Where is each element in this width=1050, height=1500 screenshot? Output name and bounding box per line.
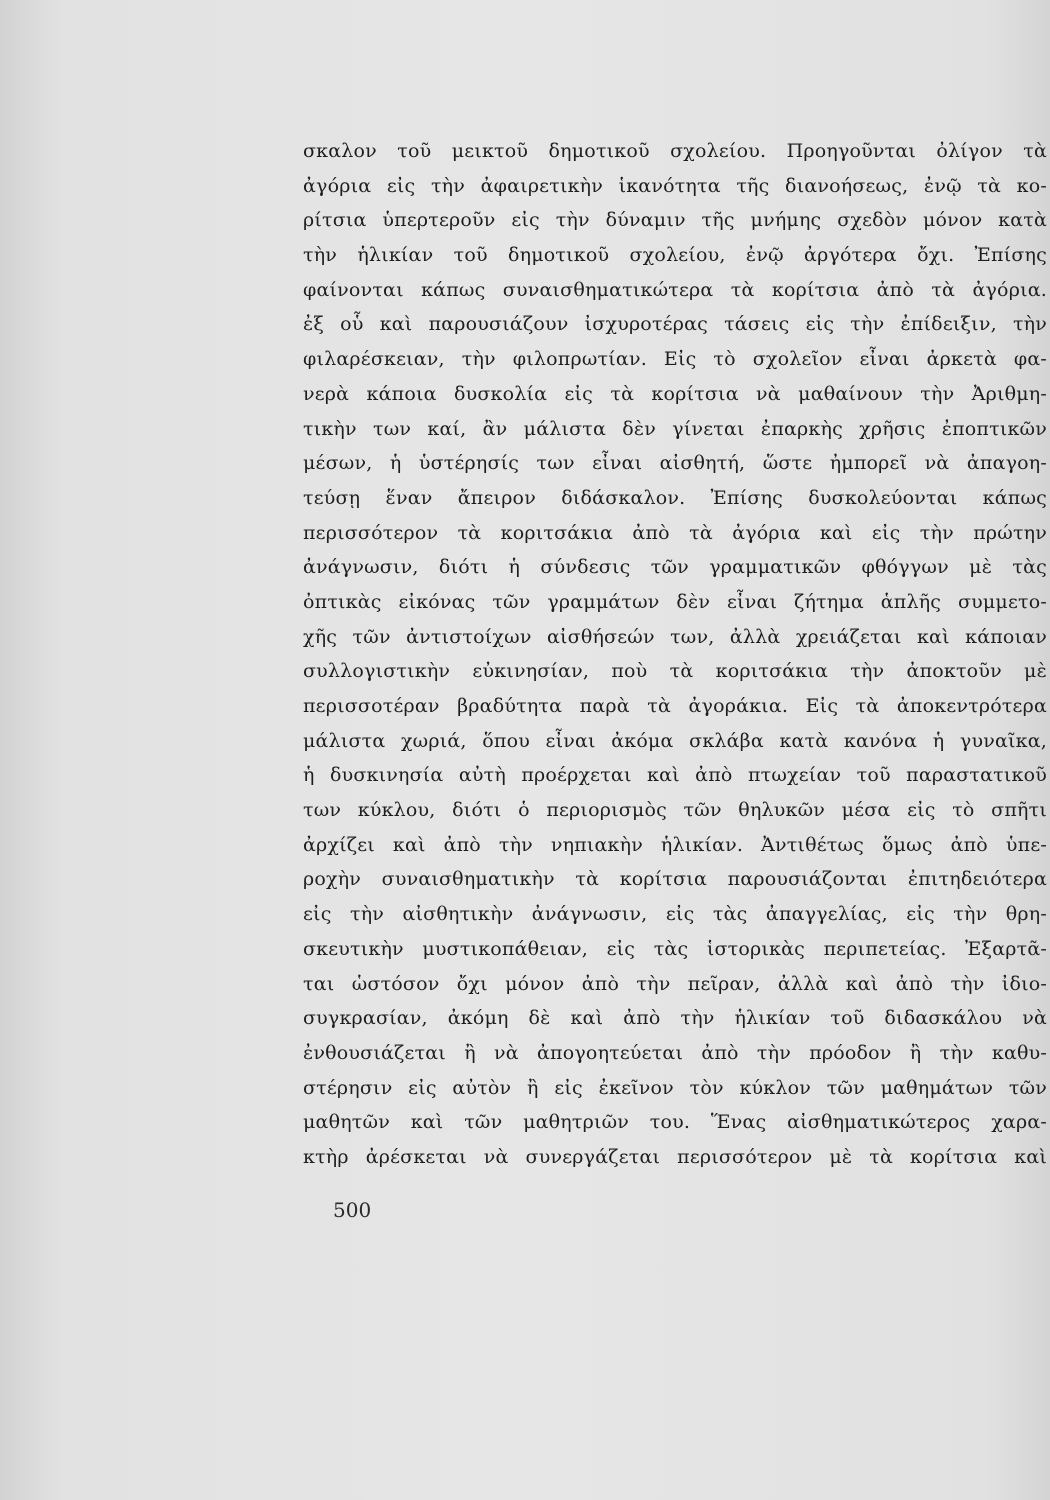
- text-line: των κύκλου, διότι ὁ περιορισμὸς τῶν θηλυκῶν μέσα εἰς τὸ σπῆτι: [303, 799, 1047, 822]
- text-line: σκευτικὴν μυστικοπάθειαν, εἰς τὰς ἱστορικὰς περιπετείας. Ἐξαρτᾶ-: [303, 937, 1047, 960]
- text-line: εἰς τὴν αἰσθητικὴν ἀνάγνωσιν, εἰς τὰς ἀπαγγελίας, εἰς τὴν θρη-: [303, 903, 1047, 926]
- text-line: ἀνάγνωσιν, διότι ἡ σύνδεσις τῶν γραμματικῶν φθόγγων μὲ τὰς: [303, 556, 1047, 579]
- text-line: ἀγόρια εἰς τὴν ἀφαιρετικὴν ἱκανότητα τῆς διανοήσεως, ἐνῷ τὰ κο-: [303, 174, 1047, 197]
- text-line: ρίτσια ὑπερτεροῦν εἰς τὴν δύναμιν τῆς μνήμης σχεδὸν μόνον κατὰ: [303, 209, 1047, 232]
- page-number: 500: [333, 1198, 372, 1222]
- text-line: περισσότερον τὰ κοριτσάκια ἀπὸ τὰ ἀγόρια καὶ εἰς τὴν πρώτην: [303, 521, 1047, 544]
- body-text: [303, 134, 1047, 1175]
- text-line: φιλαρέσκειαν, τὴν φιλοπρωτίαν. Εἰς τὸ σχολεῖον εἶναι ἀρκετὰ φα-: [303, 348, 1047, 371]
- text-line: ἀρχίζει καὶ ἀπὸ τὴν νηπιακὴν ἡλικίαν. Ἀντιθέτως ὅμως ἀπὸ ὑπε-: [303, 833, 1047, 856]
- text-line: χῆς τῶν ἀντιστοίχων αἰσθήσεών των, ἀλλὰ χρειάζεται καὶ κάποιαν: [303, 625, 1047, 648]
- text-line: στέρησιν εἰς αὐτὸν ἢ εἰς ἐκεῖνον τὸν κύκλον τῶν μαθημάτων τῶν: [303, 1076, 1047, 1099]
- text-line: μέσων, ἡ ὑστέρησίς των εἶναι αἰσθητή, ὥστε ἠμπορεῖ νὰ ἀπαγοη-: [303, 452, 1047, 475]
- text-line: τὴν ἡλικίαν τοῦ δημοτικοῦ σχολείου, ἐνῷ ἀργότερα ὄχι. Ἐπίσης: [303, 244, 1047, 267]
- text-line: ἐνθουσιάζεται ἢ νὰ ἀπογοητεύεται ἀπὸ τὴν πρόοδον ἢ τὴν καθυ-: [303, 1041, 1047, 1064]
- text-line: φαίνονται κάπως συναισθηματικώτερα τὰ κορίτσια ἀπὸ τὰ ἀγόρια.: [303, 278, 1047, 301]
- text-line: ἡ δυσκινησία αὐτὴ προέρχεται καὶ ἀπὸ πτωχείαν τοῦ παραστατικοῦ: [303, 764, 1047, 787]
- text-line: ὀπτικὰς εἰκόνας τῶν γραμμάτων δὲν εἶναι ζήτημα ἁπλῆς συμμετο-: [303, 590, 1047, 613]
- text-line: περισσοτέραν βραδύτητα παρὰ τὰ ἀγοράκια. Εἰς τὰ ἀποκεντρότερα: [303, 695, 1047, 717]
- text-line: μάλιστα χωριά, ὅπου εἶναι ἀκόμα σκλάβα κατὰ κανόνα ἡ γυναῖκα,: [303, 729, 1047, 752]
- text-line: ροχὴν συναισθηματικὴν τὰ κορίτσια παρουσιάζονται ἐπιτηδειότερα: [303, 868, 1047, 891]
- text-line: συλλογιστικὴν εὐκινησίαν, ποὺ τὰ κοριτσάκια τὴν ἀποκτοῦν μὲ: [303, 660, 1047, 683]
- text-line: τεύσῃ ἕναν ἄπειρον διδάσκαλον. Ἐπίσης δυσκολεύονται κάπως: [303, 486, 1047, 509]
- text-line: τικὴν των καί, ἂν μάλιστα δὲν γίνεται ἐπαρκὴς χρῆσις ἐποπτικῶν: [303, 417, 1047, 440]
- text-line: ται ὡστόσον ὄχι μόνον ἀπὸ τὴν πεῖραν, ἀλλὰ καὶ ἀπὸ τὴν ἰδιο-: [303, 972, 1047, 995]
- text-line: μαθητῶν καὶ τῶν μαθητριῶν του. Ἕνας αἰσθηματικώτερος χαρα-: [303, 1111, 1047, 1134]
- text-line: σκαλον τοῦ μεικτοῦ δημοτικοῦ σχολείου. Προηγοῦνται ὀλίγον τὰ: [303, 140, 1047, 162]
- text-line: ἐξ οὗ καὶ παρουσιάζουν ἰσχυροτέρας τάσεις εἰς τὴν ἐπίδειξιν, τὴν: [303, 313, 1047, 336]
- text-line: νερὰ κάποια δυσκολία εἰς τὰ κορίτσια νὰ μαθαίνουν τὴν Ἀριθμη-: [303, 382, 1047, 405]
- text-line: συγκρασίαν, ἀκόμη δὲ καὶ ἀπὸ τὴν ἡλικίαν τοῦ διδασκάλου νὰ: [303, 1007, 1047, 1030]
- text-line: κτὴρ ἀρέσκεται νὰ συνεργάζεται περισσότερον μὲ τὰ κορίτσια καὶ: [303, 1145, 1047, 1168]
